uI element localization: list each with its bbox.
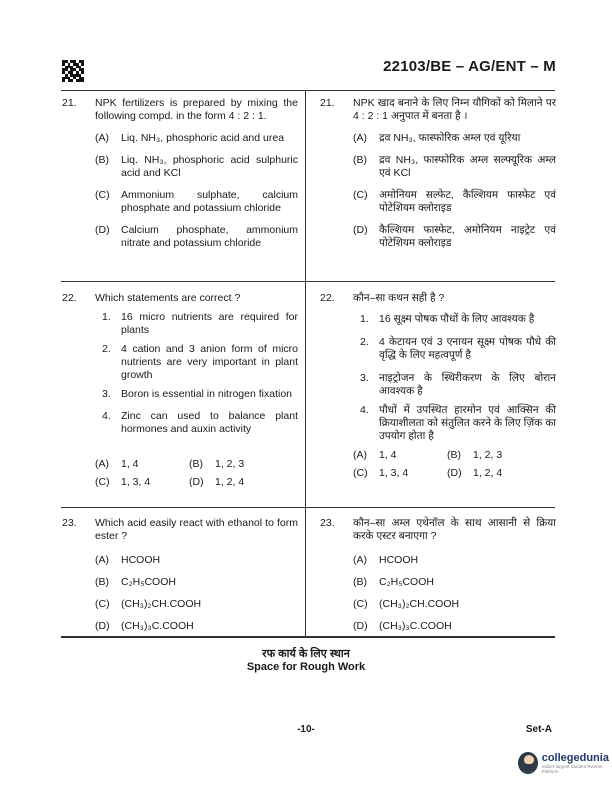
option-d: (D) (CH₃)₃C.COOH	[95, 620, 194, 632]
question-23-hi	[320, 517, 556, 642]
rough-work-title-hindi: रफ कार्य के लिए स्थान	[262, 648, 350, 660]
option-a: (A) Liq. NH₃, phosphoric acid and urea	[95, 132, 285, 144]
question-number: 22.	[62, 292, 77, 304]
brand-logo	[518, 752, 612, 774]
question-22-en	[62, 292, 298, 489]
option-a: (A) 1, 4	[95, 458, 139, 470]
question-number: 23.	[62, 517, 77, 529]
question-number: 21.	[320, 97, 335, 109]
question-text: कौन–सा कथन सही है ?	[353, 292, 445, 304]
question-21-en	[62, 97, 298, 259]
option-b: (B) द्रव NH₃, फास्फोरिक अम्ल सल्फ्यूरिक अम्ल एवं KCl	[353, 154, 556, 179]
option-d: (D) Calcium phosphate, ammonium nitrate and potassium chloride	[95, 224, 298, 249]
brand-name: collegedunia	[541, 752, 609, 764]
question-number: 23.	[320, 517, 335, 529]
statement-3: 3. नाइट्रोजन के स्थिरीकरण के लिए बोरान आवश्यक है	[360, 372, 556, 397]
question-divider	[61, 507, 555, 508]
question-divider	[61, 281, 555, 282]
option-d: (D) 1, 2, 4	[189, 476, 245, 488]
option-a: (A) 1, 4	[353, 449, 397, 461]
statement-4: 4. Zinc can used to balance plant hormones and auxin activity	[102, 410, 298, 435]
statement-3: 3. Boron is essential in nitrogen fixation	[102, 388, 293, 400]
option-a: (A) HCOOH	[353, 554, 419, 566]
header-divider	[61, 90, 555, 91]
option-c: (C) अमोनियम सल्फेट, कैल्शियम फास्फेट एवं पोटेशियम क्लोराइड	[353, 189, 556, 214]
option-d: (D) कैल्शियम फास्फेट, अमोनियम नाइट्रेट एवं पोटेशियम क्लोराइड	[353, 224, 556, 249]
option-d: (D) 1, 2, 4	[447, 467, 503, 479]
paper-code: 22103/BE – AG/ENT – M	[383, 58, 556, 75]
question-text: Which statements are correct ?	[95, 292, 241, 304]
set-label: Set-A	[525, 724, 552, 735]
qr-code	[62, 60, 84, 82]
statement-1: 1. 16 micro nutrients are required for plants	[102, 311, 298, 336]
question-21-hi	[320, 97, 556, 259]
option-c: (C) (CH₃)₂CH.COOH	[95, 598, 202, 610]
statement-2: 2. 4 cation and 3 anion form of micro nutrients are very important in plant growth	[102, 343, 298, 381]
option-c: (C) (CH₃)₂CH.COOH	[353, 598, 460, 610]
question-number: 21.	[62, 97, 77, 109]
question-text: NPK खाद बनाने के लिए निम्न यौगिकों को मिलाने पर 4 : 2 : 1 अनुपात में बनता है ।	[353, 97, 556, 122]
mascot-icon	[518, 752, 538, 774]
statement-4: 4. पौधों में उपस्थित हारमोन एवं आक्सिन की क्रियाशीलता को संतुलित करने के लिए ज़िंक का उपयोग होता है	[360, 404, 556, 442]
rough-work-title: Space for Rough Work	[246, 661, 366, 673]
option-b: (B) C₂H₅COOH	[95, 576, 176, 588]
question-22-hi	[320, 292, 556, 480]
option-c: (C) Ammonium sulphate, calcium phosphate and potassium chloride	[95, 189, 298, 214]
column-divider	[305, 90, 306, 637]
statement-1: 1. 16 सूक्ष्म पोषक पौधों के लिए आवश्यक है	[360, 313, 535, 325]
option-b: (B) 1, 2, 3	[447, 449, 503, 461]
question-number: 22.	[320, 292, 335, 304]
brand-tagline: India's largest Student Review Platform	[541, 764, 603, 774]
option-b: (B) 1, 2, 3	[189, 458, 245, 470]
option-b: (B) C₂H₅COOH	[353, 576, 434, 588]
option-c: (C) 1, 3, 4	[95, 476, 151, 488]
page-number: -10-	[297, 724, 315, 735]
question-text: Which acid easily react with ethanol to form ester ?	[95, 517, 298, 542]
question-text: कौन–सा अम्ल एथेनॉल के साथ आसानी से क्रिया करके एस्टर बनाएगा ?	[353, 517, 556, 542]
question-text: NPK fertilizers is prepared by mixing the following compd. in the form 4 : 2 : 1.	[95, 97, 298, 122]
option-d: (D) (CH₃)₃C.COOH	[353, 620, 452, 632]
statement-2: 2. 4 केटायन एवं 3 एनायन सूक्ष्म पोषक पौधे की वृद्धि के लिए महत्वपूर्ण है	[360, 336, 556, 361]
option-c: (C) 1, 3, 4	[353, 467, 409, 479]
option-b: (B) Liq. NH₃, phosphoric acid sulphuric acid and KCl	[95, 154, 298, 179]
option-a: (A) HCOOH	[95, 554, 161, 566]
question-23-en	[62, 517, 298, 642]
option-a: (A) द्रव NH₃, फास्फोरिक अम्ल एवं यूरिया	[353, 132, 521, 144]
